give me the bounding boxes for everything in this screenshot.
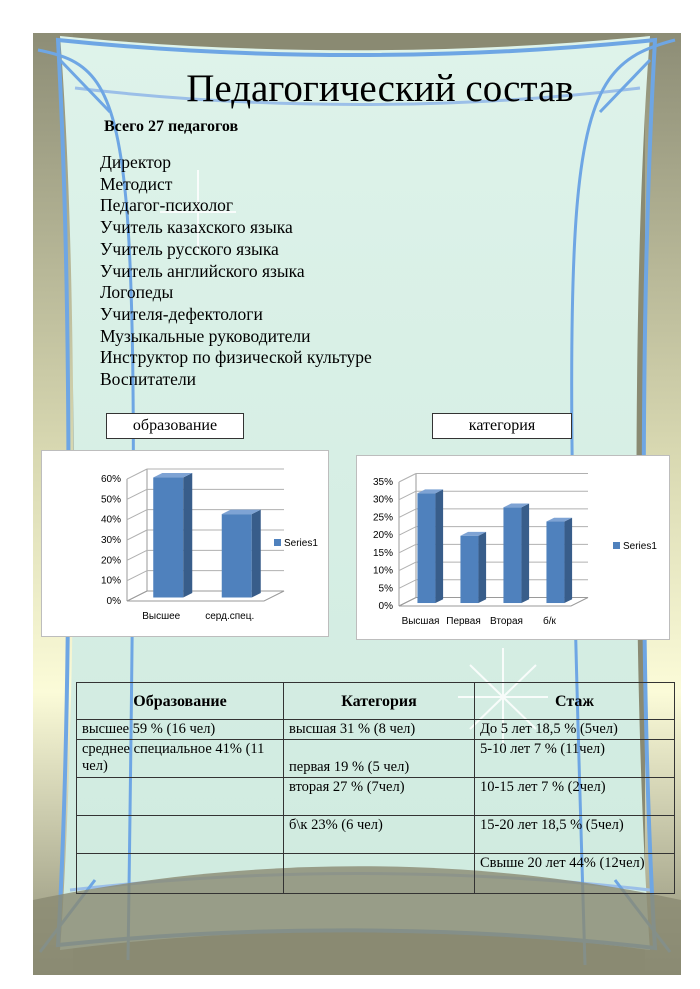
role-item: Учитель казахского языка [100,217,293,238]
x-tick-label: Вторая [490,616,523,627]
table-cell: среднее специальное 41% (11 чел) [77,740,284,778]
y-tick-label: 10% [372,565,393,577]
role-item: Воспитатели [100,369,197,390]
table-cell: До 5 лет 18,5 % (5чел) [475,720,675,740]
total-teachers: Всего 27 педагогов [104,118,239,135]
y-tick-label: 35% [372,477,393,488]
table-row [77,816,675,854]
roles-list [100,152,372,391]
x-tick-label: Высшая [401,616,440,627]
role-item: Логопеды [100,282,174,303]
bar [153,473,192,597]
y-tick-label: 0% [378,601,393,612]
table-cell: б\к 23% (6 чел) [284,816,475,854]
table-row [77,720,675,740]
table-cell: 5-10 лет 7 % (11чел) [475,740,675,778]
y-tick-label: 30% [372,494,393,506]
table-cell: 10-15 лет 7 % (2чел) [475,778,675,816]
y-tick-label: 50% [100,494,121,506]
y-tick-label: 30% [100,535,121,546]
header-experience: Стаж [475,683,675,720]
x-tick-label: б/к [543,616,556,627]
education-chart [41,450,329,637]
bar [546,518,572,603]
table-cell: высшее 59 % (16 чел) [77,720,284,740]
education-chart-label: образование [106,413,244,439]
y-tick-label: 10% [100,575,121,587]
role-item: Музыкальные руководители [100,325,311,346]
header-education: Образование [77,683,284,720]
legend-label: Series1 [284,538,318,549]
table-cell [284,854,475,894]
y-tick-label: 25% [372,512,393,524]
y-tick-label: 5% [378,583,393,595]
table-header-row [77,683,675,720]
legend-swatch [274,539,281,546]
category-chart [356,455,670,640]
table-cell: первая 19 % (5 чел) [284,740,475,778]
role-item: Директор [100,152,172,172]
role-item: Методист [100,173,173,194]
table-cell: вторая 27 % (7чел) [284,778,475,816]
x-tick-label: Высшее [142,611,181,622]
x-tick-label: серд.спец. [205,611,255,622]
y-tick-label: 40% [100,514,121,526]
x-tick-label: Первая [446,616,481,627]
bar [460,532,486,603]
bar [417,489,443,603]
role-item: Учитель русского языка [100,238,279,259]
bar [503,504,529,603]
table-cell: Свыше 20 лет 44% (12чел) [475,854,675,894]
y-tick-label: 20% [372,530,393,542]
header-category: Категория [284,683,475,720]
education-chart-svg [42,451,330,638]
table-cell: 15-20 лет 18,5 % (5чел) [475,816,675,854]
role-item: Инструктор по физической культуре [100,347,372,368]
y-tick-label: 0% [106,596,121,607]
legend-swatch [613,542,620,549]
y-tick-label: 60% [100,474,121,485]
role-item: Учителя-дефектологи [100,303,263,324]
category-chart-label: категория [432,413,572,439]
category-chart-svg [357,456,671,641]
table-cell: высшая 31 % (8 чел) [284,720,475,740]
role-item: Педагог-психолог [100,195,234,216]
table-row [77,778,675,816]
y-tick-label: 15% [372,547,393,559]
page-title: Педагогический состав [186,67,574,110]
table-cell [77,854,284,894]
table-cell [77,816,284,854]
legend-label: Series1 [623,541,657,552]
role-item: Учитель английского языка [100,260,305,281]
table-cell [77,778,284,816]
y-tick-label: 20% [100,555,121,567]
bar [222,510,261,598]
staff-stats-table [76,682,675,894]
table-row [77,854,675,894]
table-row [77,740,675,778]
